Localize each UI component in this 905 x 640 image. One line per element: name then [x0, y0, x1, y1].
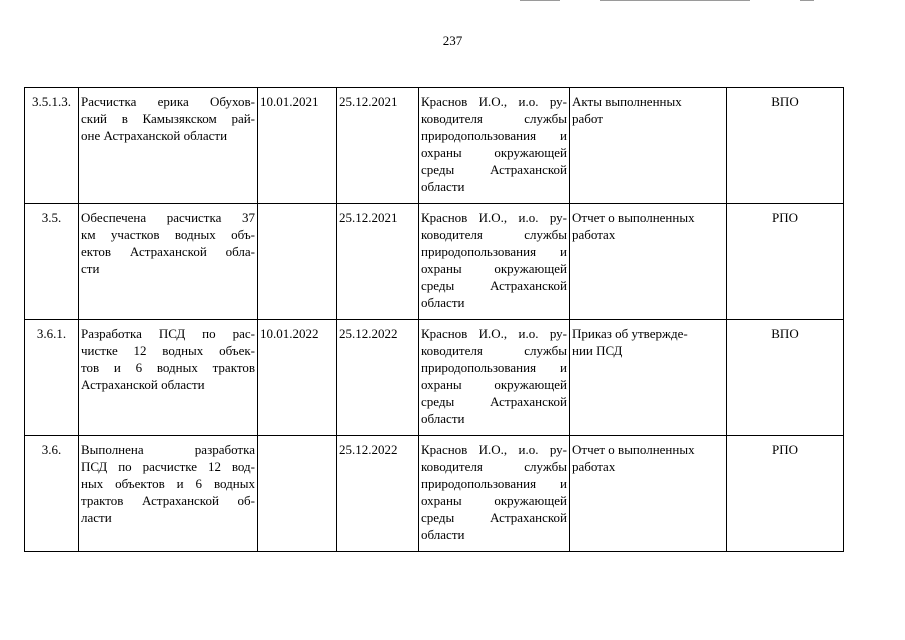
- text-line: охраны окружающей: [421, 493, 567, 508]
- result-document: [570, 320, 727, 436]
- text-line: ных объектов и 6 водных: [81, 476, 255, 491]
- start-date: 10.01.2022: [258, 320, 337, 436]
- text-line: охраны окружающей: [421, 145, 567, 160]
- item-number: 3.6.1.: [25, 320, 79, 436]
- text-line: области: [421, 179, 465, 194]
- text-line: ский в Камызякском рай-: [81, 111, 255, 126]
- text-line: Приказ об утвержде-: [572, 326, 688, 341]
- text-line: ководителя службы: [421, 459, 567, 474]
- text-line: Выполнена разработка: [81, 442, 255, 457]
- result-document: [570, 204, 727, 320]
- item-name: [79, 436, 258, 552]
- end-date: 25.12.2021: [337, 204, 419, 320]
- text-line: Расчистка ерика Обухов-: [81, 94, 255, 109]
- text-line: Краснов И.О., и.о. ру-: [421, 94, 567, 109]
- text-line: ководителя службы: [421, 343, 567, 358]
- item-name: [79, 320, 258, 436]
- text-line: тов и 6 водных трактов: [81, 360, 255, 375]
- text-line: области: [421, 411, 465, 426]
- responsible-person: [419, 88, 570, 204]
- responsible-person: [419, 436, 570, 552]
- text-line: Астраханской области: [81, 377, 205, 392]
- result-document: [570, 88, 727, 204]
- text-line: нии ПСД: [572, 343, 623, 358]
- text-line: Отчет о выполненных: [572, 210, 695, 225]
- item-number: 3.6.: [25, 436, 79, 552]
- item-name: [79, 204, 258, 320]
- end-date: 25.12.2022: [337, 436, 419, 552]
- control-level: РПО: [727, 204, 844, 320]
- text-line: среды Астраханской: [421, 510, 567, 525]
- text-line: ководителя службы: [421, 227, 567, 242]
- item-number: 3.5.1.3.: [25, 88, 79, 204]
- start-date: [258, 436, 337, 552]
- text-line: охраны окружающей: [421, 261, 567, 276]
- text-line: охраны окружающей: [421, 377, 567, 392]
- text-line: работ: [572, 111, 603, 126]
- end-date: 25.12.2021: [337, 88, 419, 204]
- text-line: чистке 12 водных объек-: [81, 343, 255, 358]
- page-number: 237: [442, 33, 463, 48]
- text-line: среды Астраханской: [421, 162, 567, 177]
- text-line: природопользования и: [421, 360, 567, 375]
- text-line: ласти: [81, 510, 112, 525]
- text-line: среды Астраханской: [421, 278, 567, 293]
- table-row: [25, 88, 844, 204]
- text-line: природопользования и: [421, 476, 567, 491]
- control-level: ВПО: [727, 88, 844, 204]
- text-line: ектов Астраханской обла-: [81, 244, 255, 259]
- end-date: 25.12.2022: [337, 320, 419, 436]
- text-line: среды Астраханской: [421, 394, 567, 409]
- responsible-person: [419, 204, 570, 320]
- item-name: [79, 88, 258, 204]
- text-line: работах: [572, 459, 616, 474]
- text-line: области: [421, 295, 465, 310]
- text-line: Краснов И.О., и.о. ру-: [421, 326, 567, 341]
- text-line: Отчет о выполненных: [572, 442, 695, 457]
- control-level: РПО: [727, 436, 844, 552]
- text-line: природопользования и: [421, 128, 567, 143]
- table-row: [25, 204, 844, 320]
- text-line: сти: [81, 261, 100, 276]
- item-number: 3.5.: [25, 204, 79, 320]
- text-line: Краснов И.О., и.о. ру-: [421, 210, 567, 225]
- text-line: природопользования и: [421, 244, 567, 259]
- text-line: работах: [572, 227, 616, 242]
- plan-table: [24, 87, 844, 552]
- text-line: оне Астраханской области: [81, 128, 228, 143]
- control-level: ВПО: [727, 320, 844, 436]
- scan-top-marks: [0, 0, 905, 4]
- start-date: [258, 204, 337, 320]
- text-line: области: [421, 527, 465, 542]
- text-line: ПСД по расчистке 12 вод-: [81, 459, 255, 474]
- table-row: [25, 320, 844, 436]
- text-line: км участков водных объ-: [81, 227, 255, 242]
- text-line: ководителя службы: [421, 111, 567, 126]
- start-date: 10.01.2021: [258, 88, 337, 204]
- text-line: Обеспечена расчистка 37: [81, 210, 255, 225]
- responsible-person: [419, 320, 570, 436]
- text-line: Краснов И.О., и.о. ру-: [421, 442, 567, 457]
- result-document: [570, 436, 727, 552]
- table-body: [25, 88, 844, 552]
- text-line: трактов Астраханской об-: [81, 493, 255, 508]
- text-line: Разработка ПСД по рас-: [81, 326, 255, 341]
- table-row: [25, 436, 844, 552]
- text-line: Акты выполненных: [572, 94, 682, 109]
